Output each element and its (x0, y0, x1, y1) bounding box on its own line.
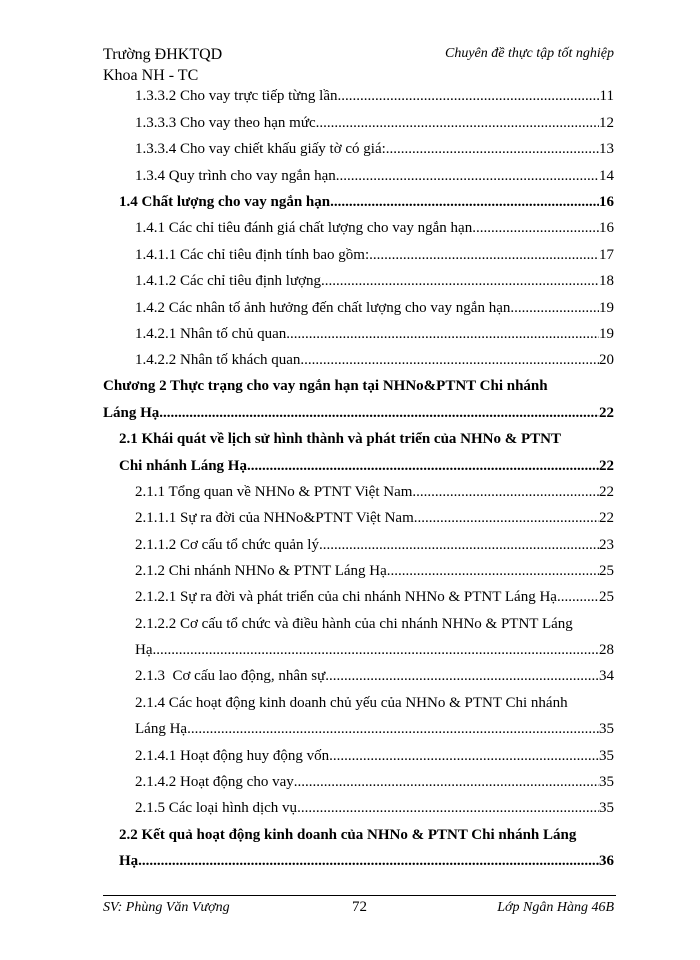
toc-entry-page: 23 (599, 537, 614, 553)
toc-dot-leader (159, 405, 599, 422)
toc-entry-title: 2.1.1.2 Cơ cấu tổ chức quản lý. (135, 537, 323, 553)
toc-entry-page: 35 (599, 748, 614, 764)
toc-dot-leader (300, 352, 599, 369)
toc-chapter-entry-line2[interactable] (103, 405, 614, 422)
toc-chapter-entry-line1[interactable] (103, 378, 614, 395)
toc-section-entry[interactable] (119, 194, 614, 211)
toc-entry-page: 28 (599, 642, 614, 658)
toc-entry-page: 25 (599, 563, 614, 579)
toc-entry-page: 12 (599, 115, 614, 131)
toc-entry-page: 13 (599, 141, 614, 157)
toc-section-entry-line2[interactable] (119, 853, 614, 870)
toc-entry-page: 22 (599, 458, 614, 474)
toc-entry[interactable] (135, 484, 614, 501)
toc-entry-page: 35 (599, 774, 614, 790)
toc-dot-leader (412, 484, 599, 501)
toc-entry-title: 1.3.3.2 Cho vay trực tiếp từng lần (135, 88, 338, 104)
toc-entry-page: 16 (599, 220, 614, 236)
toc-dot-leader (414, 510, 599, 527)
toc-entry-title: 1.4.1.1 Các chỉ tiêu định tính bao gồm: (135, 247, 370, 263)
toc-entry-line1[interactable] (135, 695, 614, 712)
toc-dot-leader (337, 88, 599, 105)
toc-dot-leader (286, 326, 599, 343)
toc-entry-title: 1.4.1 Các chỉ tiêu đánh giá chất lượng cho vay ngắn hạn (135, 220, 473, 236)
toc-entry[interactable] (135, 326, 614, 343)
toc-entry[interactable] (135, 247, 614, 264)
toc-entry-title: 2.1 Khái quát về lịch sử hình thành và phát triển của NHNo & PTNT (119, 431, 561, 447)
toc-dot-leader (325, 668, 599, 685)
toc-dot-leader (247, 458, 599, 475)
toc-dot-leader (387, 563, 599, 580)
toc-dot-leader (330, 194, 599, 211)
toc-entry-title: 2.1.2.2 Cơ cấu tổ chức và điều hành của chi nhánh NHNo & PTNT Láng (135, 616, 573, 632)
toc-entry-title: 2.1.2.1 Sự ra đời và phát triển của chi nhánh NHNo & PTNT Láng Hạ (135, 589, 557, 605)
toc-dot-leader (187, 721, 599, 738)
toc-entry-page: 19 (599, 326, 614, 342)
toc-entry-title: 2.1.4 Các hoạt động kinh doanh chủ yếu của NHNo & PTNT Chi nhánh (135, 695, 568, 711)
class-name: Lớp Ngân Hàng 46B (497, 900, 614, 915)
toc-entry-title: 1.4.2.2 Nhân tố khách quan (135, 352, 301, 368)
toc-entry[interactable] (135, 300, 614, 317)
toc-dot-leader (336, 168, 599, 185)
toc-entry[interactable] (135, 589, 614, 606)
page-number: 72 (352, 899, 367, 915)
toc-entry-page: 25 (599, 589, 614, 605)
toc-entry-title: 2.2 Kết quả hoạt động kinh doanh của NHNo & PTNT Chi nhánh Láng (119, 827, 577, 843)
toc-entry-title: 2.1.4.2 Hoạt động cho vay (135, 774, 294, 790)
toc-entry-title: 2.1.1 Tổng quan về NHNo & PTNT Việt Nam (135, 484, 413, 500)
toc-entry[interactable] (135, 668, 614, 685)
toc-entry-title: 1.4.1.2 Các chỉ tiêu định lượng (135, 273, 322, 289)
toc-entry[interactable] (135, 510, 614, 527)
toc-entry-title: 2.1.2 Chi nhánh NHNo & PTNT Láng Hạ (135, 563, 387, 579)
toc-entry-page: 19 (599, 300, 614, 316)
toc-entry-title: 2.1.4.1 Hoạt động huy động vốn (135, 748, 330, 764)
toc-entry[interactable] (135, 774, 614, 791)
toc-entry-line1[interactable] (135, 616, 614, 633)
toc-entry-title: 1.4.2.1 Nhân tố chủ quan (135, 326, 287, 342)
toc-section-entry-line1[interactable] (119, 431, 614, 448)
school-name: Trường ĐHKTQD (103, 46, 223, 63)
toc-entry-title-cont: Hạ. (135, 642, 157, 658)
toc-entry[interactable] (135, 88, 614, 105)
toc-entry-page: 17 (599, 247, 614, 263)
toc-entry-page: 35 (599, 800, 614, 816)
toc-entry-title-cont: Chi nhánh Láng Hạ (119, 458, 247, 474)
toc-dot-leader (156, 642, 599, 659)
toc-entry[interactable] (135, 141, 614, 158)
toc-entry-line2[interactable] (135, 721, 614, 738)
toc-entry-title: 2.1.3 Cơ cấu lao động, nhân sự (135, 668, 326, 684)
toc-dot-leader (472, 220, 599, 237)
toc-entry-page: 16 (599, 194, 614, 210)
toc-entry-title: 2.1.1.1 Sự ra đời của NHNo&PTNT Việt Nam (135, 510, 414, 526)
toc-dot-leader (138, 853, 599, 870)
toc-entry-title: 2.1.5 Các loại hình dịch vụ (135, 800, 298, 816)
faculty-name: Khoa NH - TC (103, 67, 199, 84)
toc-entry-page: 11 (599, 88, 614, 104)
toc-entry-page: 34 (599, 668, 614, 684)
toc-entry-title: 1.3.4 Quy trình cho vay ngắn hạn (135, 168, 336, 184)
toc-entry-page: 22 (599, 484, 614, 500)
header-left (103, 44, 222, 86)
toc-entry[interactable] (135, 115, 614, 132)
toc-dot-leader (386, 141, 599, 158)
toc-entry-title: 1.4.2 Các nhân tố ảnh hưởng đến chất lượng cho vay ngắn hạn (135, 300, 511, 316)
toc-entry-page: 22 (599, 510, 614, 526)
footer-rule (103, 895, 616, 896)
toc-entry[interactable] (135, 220, 614, 237)
toc-entry[interactable] (135, 800, 614, 817)
toc-entry[interactable] (135, 168, 614, 185)
toc-entry-title-cont: Hạ (119, 853, 139, 869)
toc-entry-line2[interactable] (135, 642, 614, 659)
toc-dot-leader (294, 774, 599, 791)
toc-entry[interactable] (135, 748, 614, 765)
student-name: SV: Phùng Văn Vượng (103, 900, 230, 915)
toc-entry-page: 22 (599, 405, 614, 421)
toc-entry-title: 1.3.3.3 Cho vay theo hạn mức (135, 115, 316, 131)
toc-dot-leader (557, 589, 599, 606)
toc-entry-title-cont: Láng Hạ (103, 405, 160, 421)
toc-dot-leader (316, 115, 599, 132)
toc-dot-leader (510, 300, 599, 317)
toc-entry-page: 35 (599, 721, 614, 737)
toc-entry-page: 18 (599, 273, 614, 289)
toc-entry[interactable] (135, 537, 614, 554)
toc-entry[interactable] (135, 352, 614, 369)
toc-dot-leader (297, 800, 599, 817)
toc-entry[interactable] (135, 273, 614, 290)
toc-entry-title: 1.4 Chất lượng cho vay ngắn hạn (119, 194, 331, 210)
toc-entry[interactable] (135, 563, 614, 580)
toc-entry-title: Chương 2 Thực trạng cho vay ngắn hạn tại NHNo&PTNT Chi nhánh (103, 378, 548, 394)
toc-entry-page: 14 (599, 168, 614, 184)
toc-dot-leader (369, 247, 599, 264)
toc-entry-title: 1.3.3.4 Cho vay chiết khấu giấy tờ có giá: (135, 141, 386, 157)
toc-entry-page: 36 (599, 853, 614, 869)
toc-entry-title-cont: Láng Hạ (135, 721, 188, 737)
toc-section-entry-line1[interactable] (119, 827, 614, 844)
toc-dot-leader (329, 748, 599, 765)
document-title: Chuyên đề thực tập tốt nghiệp (445, 46, 614, 61)
toc-entry-page: 20 (599, 352, 614, 368)
toc-dot-leader (321, 273, 599, 290)
toc-section-entry-line2[interactable] (119, 458, 614, 475)
toc-dot-leader (323, 537, 599, 554)
